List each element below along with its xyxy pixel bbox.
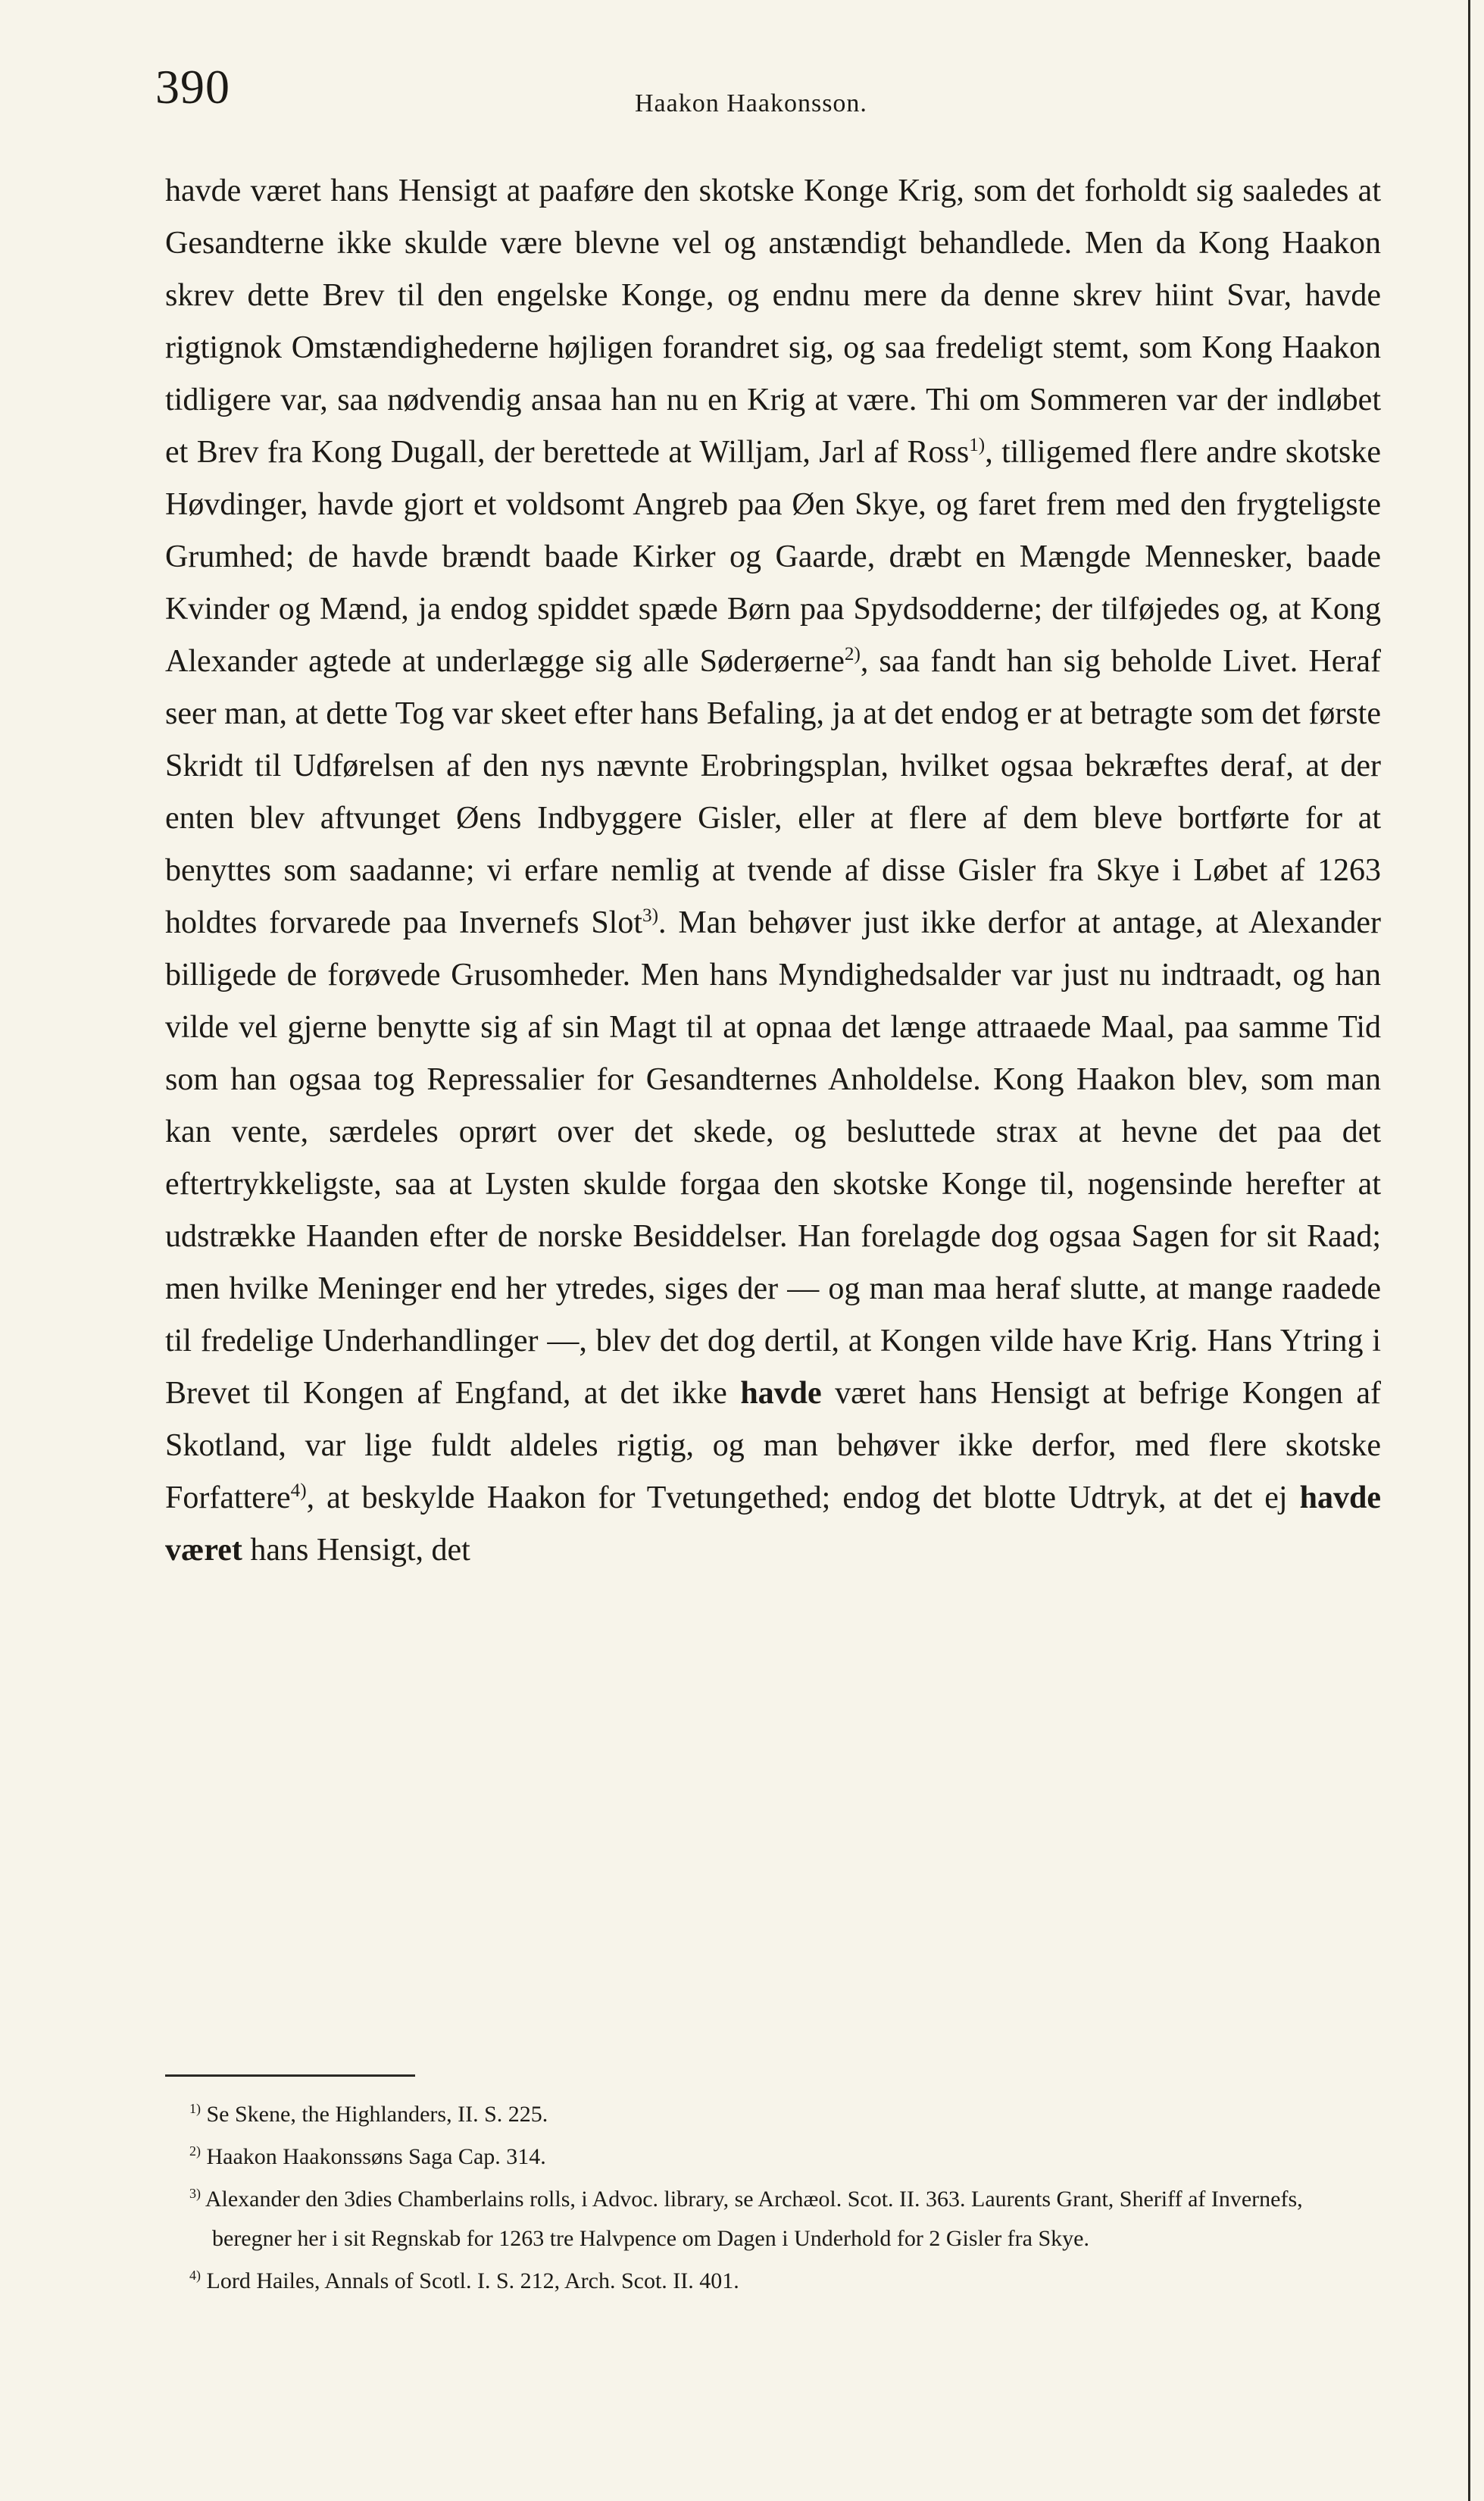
footnote-marker: 3) (189, 2186, 201, 2201)
footnotes (189, 2095, 1381, 2304)
text-segment: , tilligemed flere andre skotske Høvdinger, havde gjort et voldsomt Angreb paa Øen Skye, og faret frem med den frygteligste Grumhed; de havde brændt baade Kirker og Gaarde, dræbt en Mængde Mennesker, baade Kvinder og Mænd, ja endog spiddet spæde Børn paa Spydsodderne; der tilføjedes og, at Kong Alexander agtede at underlægge sig alle Søderøerne (165, 435, 1381, 679)
footnote-text: Haakon Haakonssøns Saga Cap. 314. (206, 2144, 546, 2169)
footnote-marker: 1) (189, 2101, 201, 2116)
main-text (165, 165, 1381, 1577)
footnote-marker: 4) (189, 2268, 201, 2283)
footnote (189, 2137, 1381, 2177)
footnote-marker: 2) (189, 2143, 201, 2159)
footnote (189, 2262, 1381, 2301)
running-head: Haakon Haakonsson. (635, 89, 867, 117)
footnote-separator (165, 2074, 415, 2077)
emphasized-phrase: havde været (165, 1480, 1381, 1568)
text-segment: havde været hans Hensigt at paaføre den skotske Konge Krig, som det forholdt sig saaledes at Gesandterne ikke skulde være blevne vel og anstændigt behandlede. Men da Kong Haakon skrev dette Brev til den engelske Konge, og endnu mere da denne skrev hiint Svar, havde rigtignok Omstændighederne højligen forandret sig, og saa fredeligt stemt, som Kong Haakon tidligere var, saa nødvendig ansaa han nu en Krig at være. Thi om Sommeren var der indløbet et Brev fra Kong Dugall, der berettede at Willjam, Jarl af Ross (165, 174, 1381, 470)
footnote-text: Se Skene, the Highlanders, II. S. 225. (206, 2102, 548, 2127)
text-segment: hans Hensigt, det (242, 1533, 470, 1568)
emphasized-word: havde (740, 1376, 822, 1411)
paragraph (165, 165, 1381, 1577)
footnote-text: Alexander den 3dies Chamberlains rolls, i Advoc. library, se Archæol. Scot. II. 363. Laurents Grant, Sheriff af Invernefs, beregner her i sit Regnskab for 1263 tre Halvpence om Dagen i Underhold for 2 Gisler fra Skye. (205, 2187, 1303, 2251)
footnote-ref: 1) (969, 435, 986, 455)
text-segment: . Man behøver just ikke derfor at antage, at Alexander billigede de forøvede Grusomheder. Men hans Myndighedsalder var just nu indtraadt, og han vilde vel gjerne benytte sig af sin Magt til at opnaa det længe attraaede Maal, paa samme Tid som han ogsaa tog Repressalier for Gesandternes Anholdelse. Kong Haakon blev, som man kan vente, særdeles oprørt over det skede, og besluttede strax at hevne det paa det eftertrykkeligste, saa at Lysten skulde forgaa den skotske Konge til, nogensinde herefter at udstrække Haanden efter de norske Besiddelser. Han forelagde dog ogsaa Sagen for sit Raad; men hvilke Meninger end her ytredes, siges der — og man maa heraf slutte, at mange raadede til fredelige Underhandlinger —, blev det dog dertil, at Kongen vilde have Krig. Hans Ytring i Brevet til Kongen af Engfand, at det ikke (165, 905, 1381, 1411)
page-number: 390 (155, 60, 230, 114)
page-edge-line (1468, 0, 1470, 2501)
footnote-ref: 2) (844, 644, 861, 664)
footnote-ref: 3) (642, 905, 659, 926)
footnote-text: Lord Hailes, Annals of Scotl. I. S. 212, Arch. Scot. II. 401. (206, 2268, 739, 2293)
text-segment: , saa fandt han sig beholde Livet. Heraf seer man, at dette Tog var skeet efter hans Befaling, ja at det endog er at betragte som det første Skridt til Udførelsen af den nys nævnte Erobringsplan, hvilket ogsaa bekræftes deraf, at der enten blev aftvunget Øens Indbyggere Gisler, eller at flere af dem bleve bortførte for at benyttes som saadanne; vi erfare nemlig at tvende af disse Gisler fra Skye i Løbet af 1263 holdtes forvarede paa Invernefs Slot (165, 644, 1381, 940)
footnote-ref: 4) (290, 1480, 307, 1501)
text-segment: været hans Hensigt at befrige Kongen af Skotland, var lige fuldt aldeles rigtig, og man behøver ikke derfor, med flere skotske Forfattere (165, 1376, 1381, 1515)
footnote (189, 2180, 1381, 2259)
text-segment: , at beskylde Haakon for Tvetungethed; endog det blotte Udtryk, at det ej (306, 1480, 1300, 1515)
footnote (189, 2095, 1381, 2134)
